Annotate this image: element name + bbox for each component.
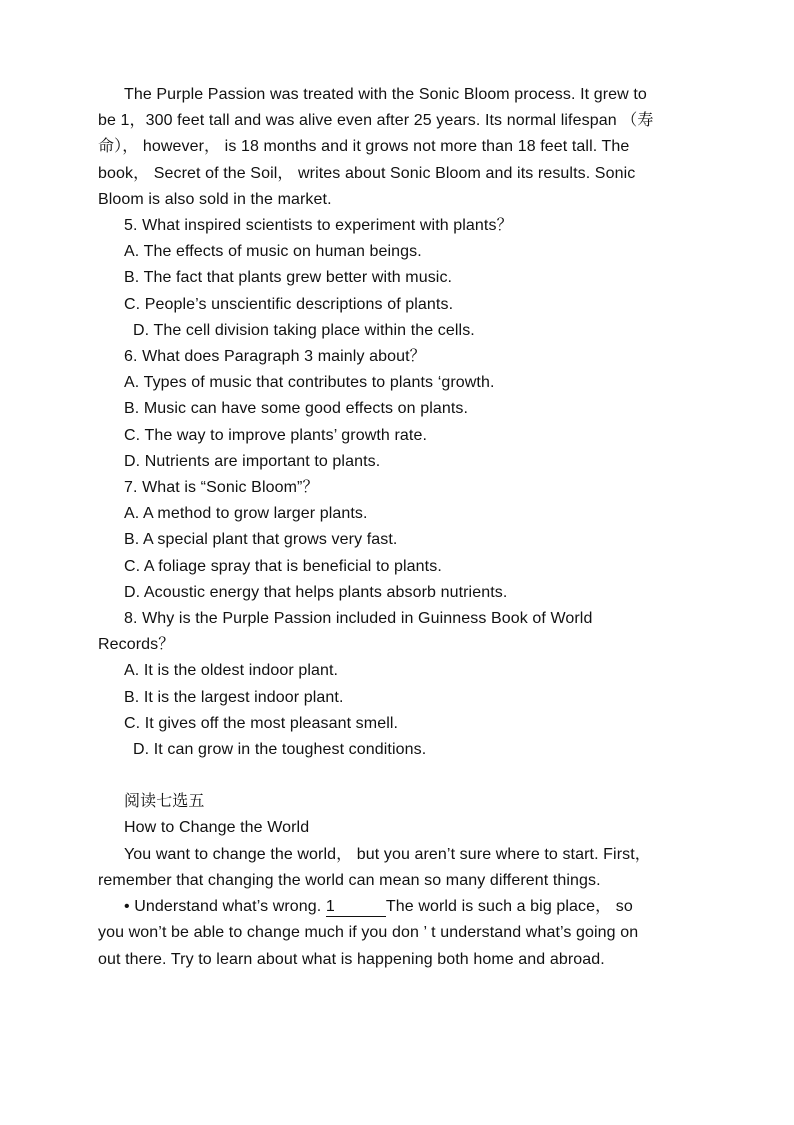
bullet-line (98, 894, 698, 920)
question-stem: 6. What does Paragraph 3 mainly about？ (124, 348, 426, 366)
bullet-line-continued: you won’t be able to change much if you don ’ t understand what’s going on (98, 924, 639, 942)
question-stem: 7. What is “Sonic Bloom”？ (124, 479, 319, 497)
answer-option: D. The cell division taking place within the cells. (133, 321, 475, 339)
answer-option: D. Nutrients are important to plants. (124, 452, 381, 470)
answer-option: A. It is the oldest indoor plant. (124, 662, 339, 680)
bullet-text: The world is such a big place， so (385, 898, 633, 916)
question-5 (98, 213, 698, 344)
answer-blank-1[interactable]: 1 (326, 897, 386, 917)
bullet-dot: • (124, 898, 130, 916)
question-7 (98, 475, 698, 606)
answer-option: B. A special plant that grows very fast. (124, 531, 398, 549)
answer-option: A. The effects of music on human beings. (124, 243, 422, 261)
answer-option: C. A foliage spray that is beneficial to plants. (124, 557, 442, 575)
answer-option: A. Types of music that contributes to plants ‘growth. (124, 374, 495, 392)
answer-option: B. The fact that plants grew better with music. (124, 269, 453, 287)
question-8 (98, 606, 698, 763)
answer-option: A. A method to grow larger plants. (124, 505, 368, 523)
passage-line: be 1，300 feet tall and was alive even after 25 years. Its normal lifespan （寿 (98, 112, 654, 130)
question-stem-continued: Records？ (98, 636, 175, 654)
bullet-line-continued: out there. Try to learn about what is happening both home and abroad. (98, 950, 605, 968)
answer-option: C. The way to improve plants’ growth rate. (124, 426, 427, 444)
passage-line: book， Secret of the Soil， writes about Sonic Bloom and its results. Sonic (98, 164, 636, 182)
section-spacer (98, 763, 698, 789)
document-page (98, 82, 698, 973)
passage-line: 命）， however， is 18 months and it grows not more than 18 feet tall. The (98, 138, 630, 156)
answer-option: C. It gives off the most pleasant smell. (124, 714, 399, 732)
answer-option: B. Music can have some good effects on plants. (124, 400, 469, 418)
intro-line: You want to change the world， but you aren’t sure where to start. First， (124, 845, 651, 863)
passage-paragraph (98, 82, 698, 213)
passage-line: Bloom is also sold in the market. (98, 190, 332, 208)
section-heading: 阅读七选五 (124, 793, 205, 811)
answer-option: D. Acoustic energy that helps plants absorb nutrients. (124, 583, 508, 601)
article-title: How to Change the World (124, 819, 310, 837)
question-6 (98, 344, 698, 475)
question-stem: 8. Why is the Purple Passion included in Guinness Book of World (124, 610, 593, 628)
question-stem: 5. What inspired scientists to experiment with plants？ (124, 217, 513, 235)
seven-choose-five-section (98, 789, 698, 972)
answer-option: C. People’s unscientific descriptions of plants. (124, 295, 454, 313)
answer-option: B. It is the largest indoor plant. (124, 688, 344, 706)
bullet-label: Understand what’s wrong. (134, 898, 322, 916)
passage-line: The Purple Passion was treated with the Sonic Bloom process. It grew to (124, 86, 647, 103)
answer-option: D. It can grow in the toughest conditions. (133, 741, 427, 759)
intro-line: remember that changing the world can mean so many different things. (98, 871, 601, 889)
